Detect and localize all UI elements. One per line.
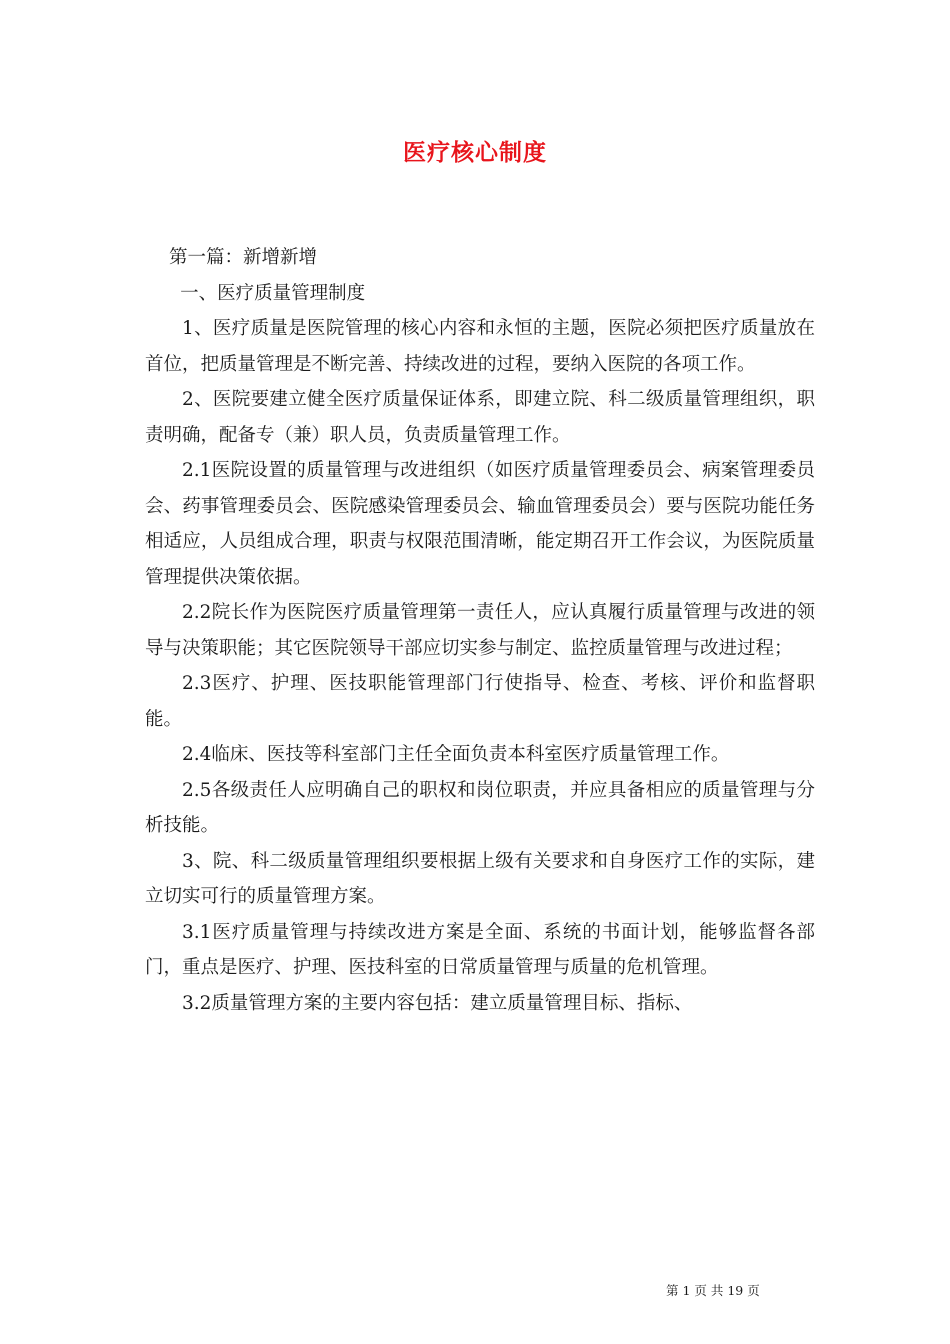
paragraph: 2、医院要建立健全医疗质量保证体系，即建立院、科二级质量管理组织，职责明确，配备专（兼）职人员，负责质量管理工作。	[145, 389, 815, 446]
paragraph: 2.2院长作为医院医疗质量管理第一责任人，应认真履行质量管理与改进的领导与决策职能；其它医院领导干部应切实参与制定、监控质量管理与改进过程；	[145, 602, 815, 659]
paragraph: 2.4临床、医技等科室部门主任全面负责本科室医疗质量管理工作。	[182, 744, 730, 765]
paragraph: 3、院、科二级质量管理组织要根据上级有关要求和自身医疗工作的实际，建立切实可行的质量管理方案。	[145, 850, 815, 907]
page-number-footer: 第 1 页 共 19 页	[666, 1283, 760, 1298]
paragraph: 3.2质量管理方案的主要内容包括：建立质量管理目标、指标、	[182, 992, 693, 1014]
document-title: 医疗核心制度	[403, 139, 547, 166]
paragraph: 1、医疗质量是医院管理的核心内容和永恒的主题，医院必须把医疗质量放在首位，把质量管理是不断完善、持续改进的过程，要纳入医院的各项工作。	[145, 318, 815, 375]
paragraph: 2.3医疗、护理、医技职能管理部门行使指导、检查、考核、评价和监督职能。	[145, 673, 815, 730]
section-heading: 第一篇：新增新增	[169, 247, 318, 268]
paragraph: 3.1医疗质量管理与持续改进方案是全面、系统的书面计划，能够监督各部门，重点是医疗、护理、医技科室的日常质量管理与质量的危机管理。	[145, 921, 815, 978]
document-body	[145, 240, 815, 1021]
subsection-heading: 一、医疗质量管理制度	[180, 282, 366, 304]
paragraph: 2.1医院设置的质量管理与改进组织（如医疗质量管理委员会、病案管理委员会、药事管理委员会、医院感染管理委员会、输血管理委员会）要与医院功能任务相适应，人员组成合理，职责与权限范围清晰，能定期召开工作会议，为医院质量管理提供决策依据。	[145, 460, 815, 588]
paragraph: 2.5各级责任人应明确自己的职权和岗位职责，并应具备相应的质量管理与分析技能。	[145, 779, 815, 836]
